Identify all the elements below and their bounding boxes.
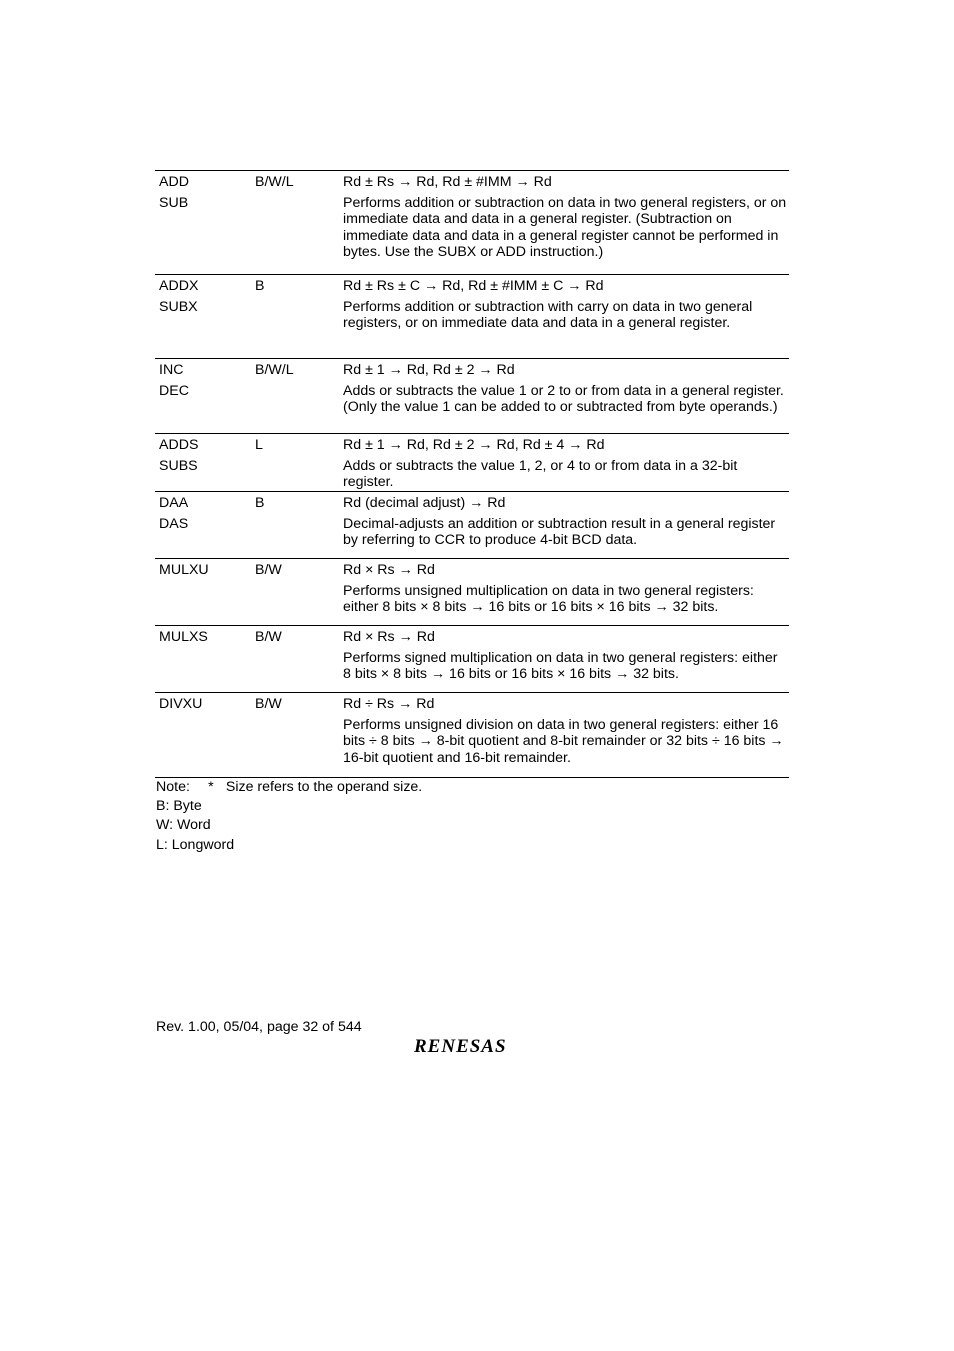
table-row bbox=[155, 171, 789, 275]
instruction-name: SUBS bbox=[159, 457, 198, 474]
legend-byte: B: Byte bbox=[156, 798, 202, 815]
function-cell bbox=[343, 437, 789, 491]
operation-formula: Rd ± Rs → Rd, Rd ± #IMM → Rd bbox=[343, 174, 552, 190]
operation-formula: Rd ± 1 → Rd, Rd ± 2 → Rd, Rd ± 4 → Rd bbox=[343, 437, 605, 453]
logo-wordmark: RENESAS bbox=[414, 1036, 507, 1056]
instruction-cell bbox=[159, 495, 188, 536]
instruction-name: SUB bbox=[159, 194, 189, 211]
operation-description: Adds or subtracts the value 1, 2, or 4 to or from data in a 32-bit register. bbox=[343, 457, 738, 490]
operation-formula: Rd ± Rs ± C → Rd, Rd ± #IMM ± C → Rd bbox=[343, 278, 604, 294]
instruction-cell bbox=[159, 629, 208, 650]
table-row bbox=[155, 275, 789, 359]
legend-longword: L: Longword bbox=[156, 836, 235, 853]
size-cell: B/W bbox=[255, 629, 282, 645]
instruction-name: ADD bbox=[159, 174, 189, 190]
instruction-name: DIVXU bbox=[159, 696, 203, 712]
table-row bbox=[155, 434, 789, 492]
size-cell: L bbox=[255, 437, 263, 453]
operation-description: Performs unsigned division on data in two general registers: either 16 bits ÷ 8 bits → 8-bit quotient and 8-bit remainder or 32 bits ÷ 16 bits → 16-bit quotient and 16-bit remainder. bbox=[343, 716, 784, 766]
operation-description: Performs addition or subtraction with carry on data in two general registers, or on immediate data and data in a general register. bbox=[343, 298, 753, 331]
table-row bbox=[155, 359, 789, 434]
instruction-name: MULXU bbox=[159, 562, 209, 578]
function-cell bbox=[343, 174, 789, 261]
function-cell bbox=[343, 629, 789, 683]
instruction-name: INC bbox=[159, 362, 184, 378]
size-cell: B/W bbox=[255, 562, 282, 578]
operation-formula: Rd ± 1 → Rd, Rd ± 2 → Rd bbox=[343, 362, 515, 378]
function-cell bbox=[343, 278, 789, 332]
operation-description: Adds or subtracts the value 1 or 2 to or from data in a general register. (Only the value 1 can be added to or subtracted from byte operands.) bbox=[343, 382, 784, 415]
operation-formula: Rd ÷ Rs → Rd bbox=[343, 696, 435, 712]
instruction-name: MULXS bbox=[159, 629, 208, 645]
function-cell bbox=[343, 495, 789, 549]
table-row bbox=[155, 626, 789, 693]
page-footer-text: Rev. 1.00, 05/04, page 32 of 544 bbox=[156, 1019, 362, 1035]
operation-description: Performs unsigned multiplication on data in two general registers: either 8 bits × 8 bits → 16 bits or 16 bits × 16 bits → 32 bits. bbox=[343, 582, 754, 615]
instruction-cell bbox=[159, 362, 189, 403]
operation-description: Performs addition or subtraction on data in two general registers, or on immediate data and data in a general register. (Subtraction on immediate data and data in a general register cannot be performed in bytes. Use the SUBX or ADD instruction.) bbox=[343, 194, 787, 260]
size-cell: B bbox=[255, 495, 265, 511]
table-row bbox=[155, 559, 789, 626]
function-cell bbox=[343, 696, 789, 766]
note-asterisk: * bbox=[208, 779, 214, 795]
instruction-name: DAA bbox=[159, 495, 189, 511]
instruction-name: ADDS bbox=[159, 437, 199, 453]
function-cell bbox=[343, 562, 789, 616]
instruction-name: DEC bbox=[159, 382, 189, 399]
instruction-table bbox=[155, 170, 789, 778]
instruction-cell bbox=[159, 696, 202, 717]
instruction-name: DAS bbox=[159, 515, 189, 532]
instruction-name: ADDX bbox=[159, 278, 199, 294]
operation-formula: Rd × Rs → Rd bbox=[343, 629, 435, 645]
instruction-cell bbox=[159, 562, 209, 583]
operation-formula: Rd × Rs → Rd bbox=[343, 562, 435, 578]
renesas-logo bbox=[414, 1036, 534, 1060]
instruction-name: SUBX bbox=[159, 298, 198, 315]
operation-description: Performs signed multiplication on data in two general registers: either 8 bits × 8 bits → 16 bits or 16 bits × 16 bits → 32 bits. bbox=[343, 649, 778, 682]
size-cell: B/W/L bbox=[255, 174, 294, 190]
instruction-cell bbox=[159, 278, 198, 319]
note-label: Note: bbox=[156, 779, 190, 795]
size-cell: B bbox=[255, 278, 265, 294]
table-notes bbox=[156, 778, 422, 855]
size-cell: B/W/L bbox=[255, 362, 294, 378]
size-cell: B/W bbox=[255, 696, 282, 712]
instruction-cell bbox=[159, 174, 189, 215]
instruction-cell bbox=[159, 437, 198, 478]
note-text: Size refers to the operand size. bbox=[225, 779, 423, 795]
table-row bbox=[155, 492, 789, 559]
operation-formula: Rd (decimal adjust) → Rd bbox=[343, 495, 506, 511]
operation-description: Decimal-adjusts an addition or subtraction result in a general register by referring to CCR to produce 4-bit BCD data. bbox=[343, 515, 776, 548]
function-cell bbox=[343, 362, 789, 416]
legend-word: W: Word bbox=[156, 817, 211, 834]
note-line bbox=[156, 778, 422, 797]
table-row bbox=[155, 693, 789, 778]
